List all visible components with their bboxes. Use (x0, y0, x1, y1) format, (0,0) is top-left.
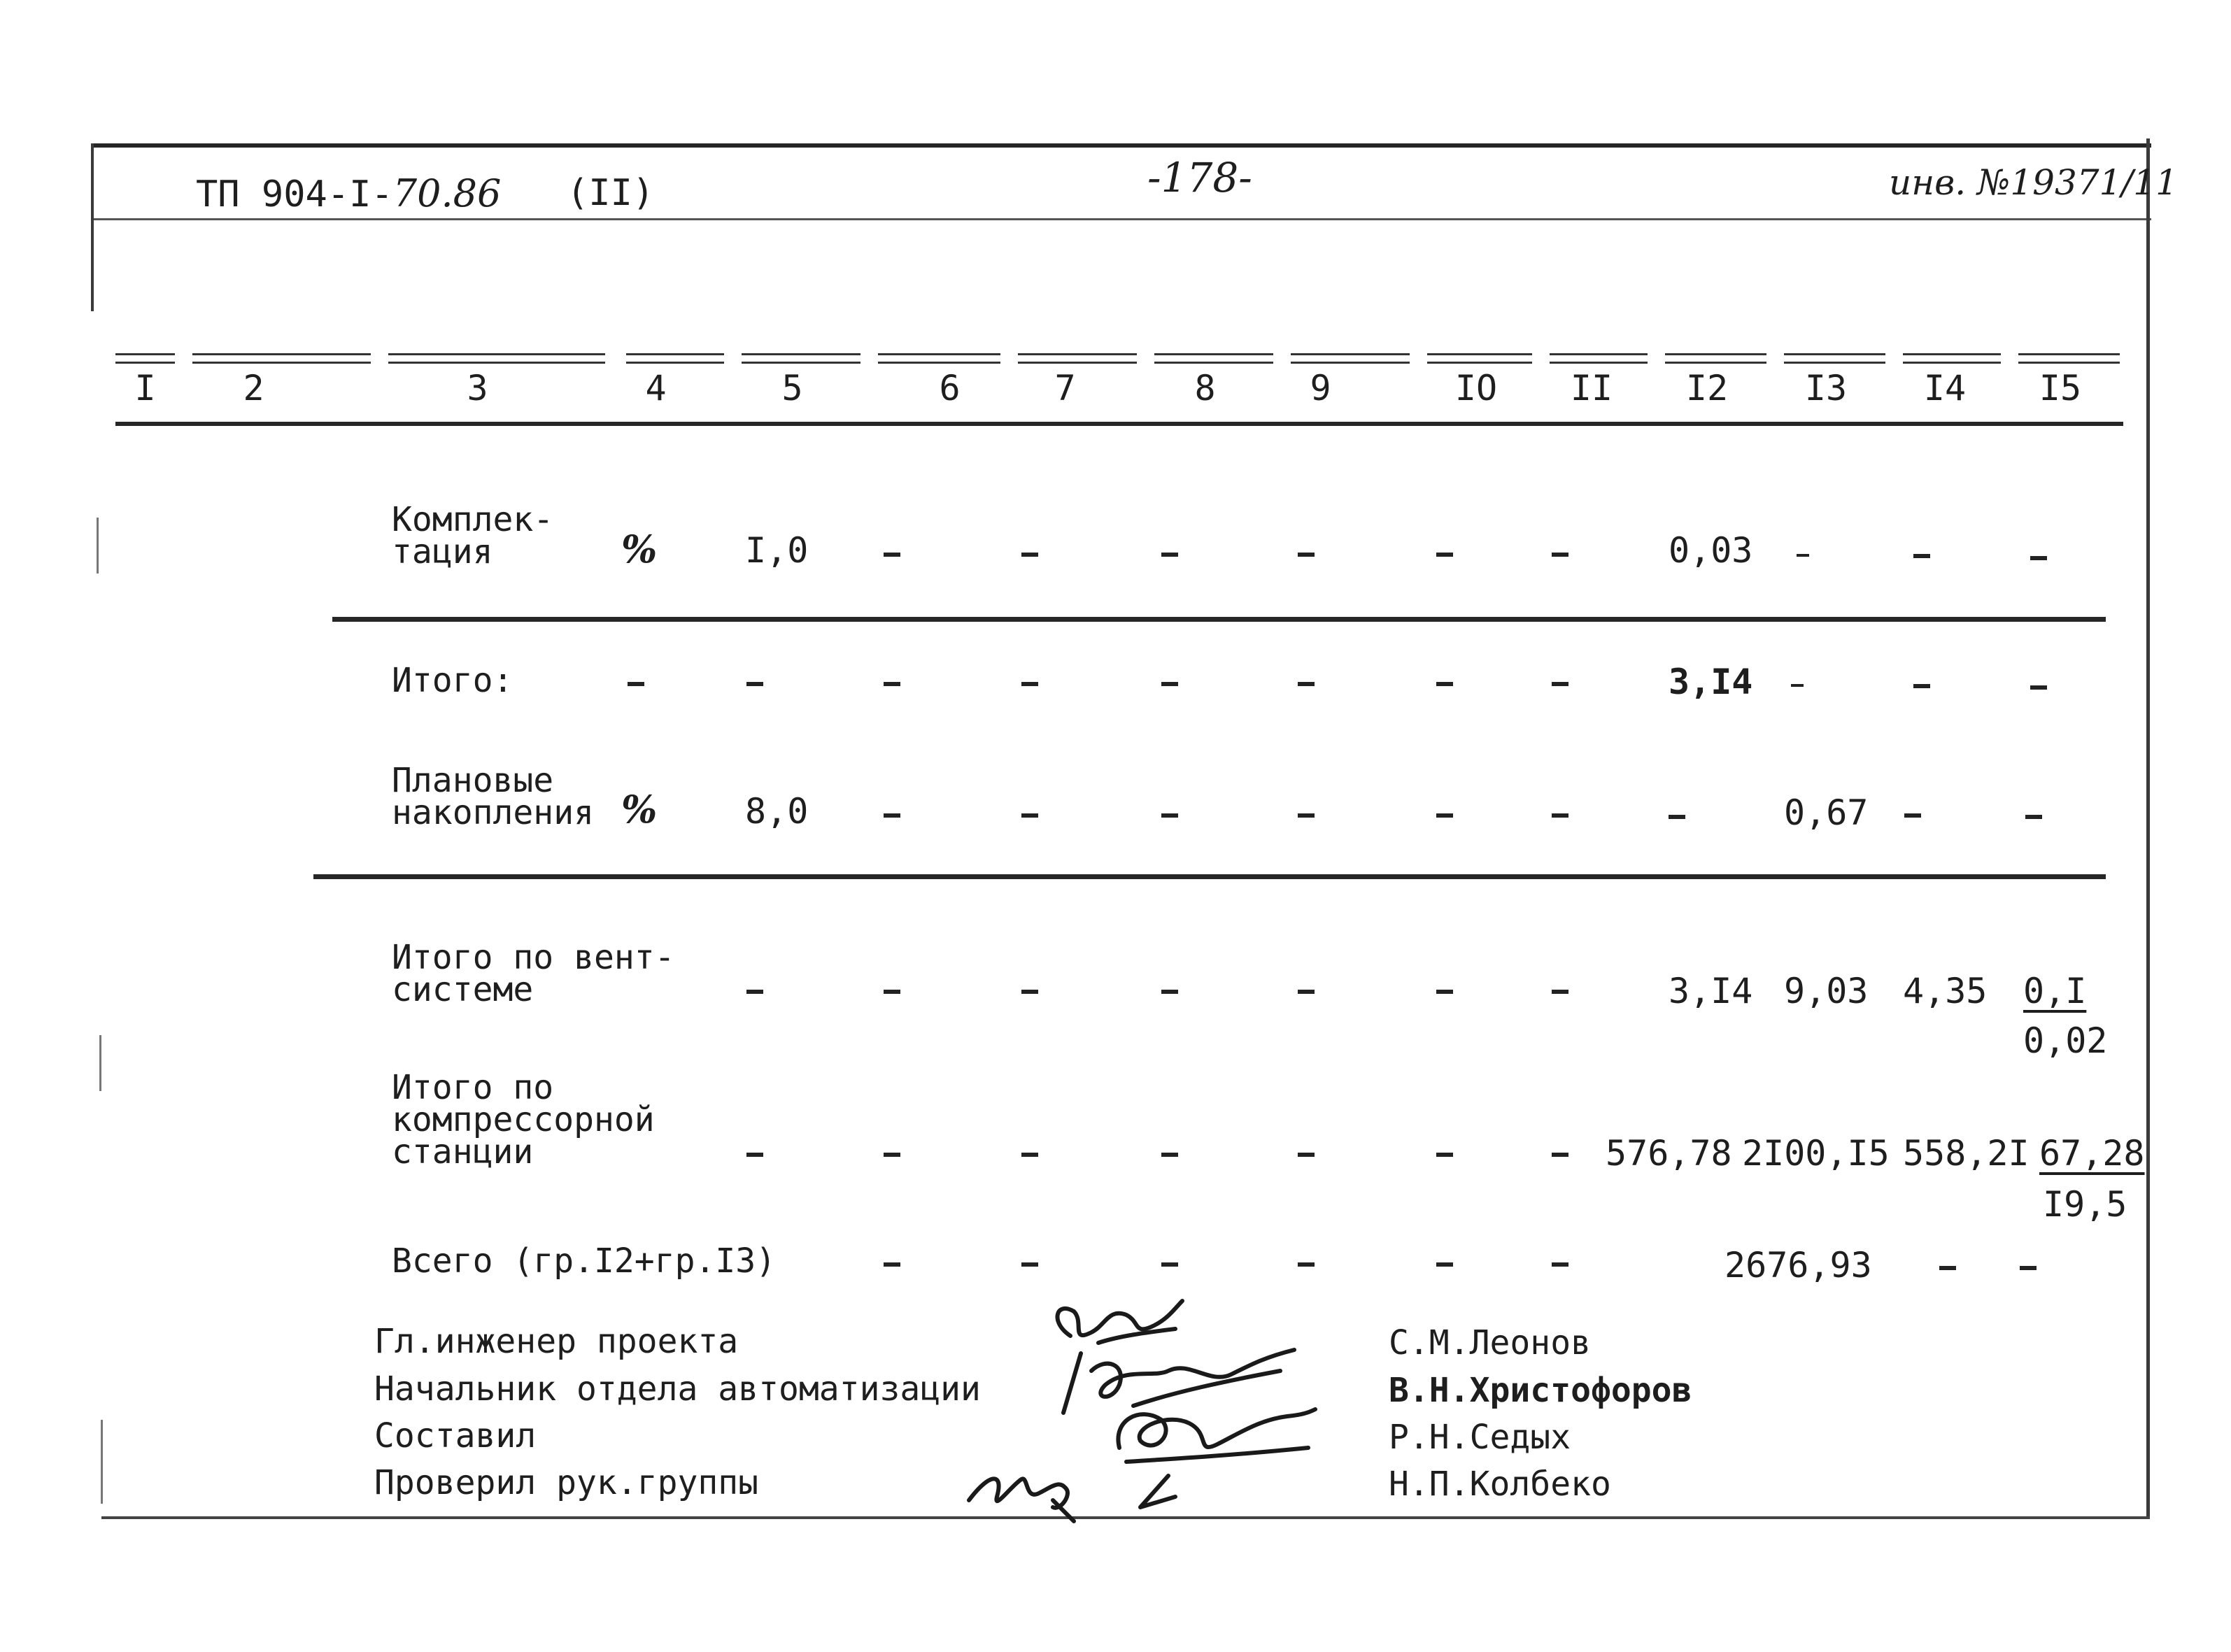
album-number: (II) (567, 172, 655, 214)
col-rule-10 (1427, 353, 1532, 364)
dash-col7 (1021, 990, 1038, 994)
dash-col9 (1298, 553, 1315, 557)
col-number-9: 9 (1310, 368, 1331, 408)
signature-name-sedykh: Р.Н.Седых (1389, 1418, 1571, 1457)
value-col14: 4,35 (1903, 971, 1988, 1011)
page-number: -178- (1147, 154, 1252, 201)
dash-col8 (1161, 990, 1178, 994)
doc-code-printed: ТП 904-I- (196, 173, 393, 215)
dash-col15 (2030, 685, 2047, 690)
row-label-komplektaciya: Комплек- тация (392, 500, 554, 571)
doc-code-handwritten: 70.86 (392, 171, 502, 215)
col-number-6: 6 (939, 368, 961, 408)
dash-col10 (1436, 682, 1453, 686)
dash-col5 (746, 682, 763, 686)
frame-left-tick-2 (99, 1035, 101, 1091)
dash-col10 (1436, 990, 1453, 994)
col-rule-9 (1291, 353, 1410, 364)
dash-col8 (1161, 1262, 1178, 1267)
dash-col6 (884, 1153, 900, 1157)
inventory-stamp (1889, 162, 2178, 203)
dash-col8 (1161, 553, 1178, 557)
col-number-11: II (1570, 368, 1613, 408)
dash-col15 (2020, 1266, 2037, 1270)
col-number-13: I3 (1804, 368, 1848, 408)
signature-role-checked-by: Проверил рук.группы (374, 1463, 759, 1502)
dash-col15 (2025, 815, 2042, 819)
value-col5: 8,0 (745, 791, 809, 832)
inventory-number: №19371/11 (1977, 162, 2178, 203)
frame-left-line (91, 143, 94, 311)
col-rule-12 (1665, 353, 1766, 364)
col-rule-4 (626, 353, 724, 364)
value-col12: 3,I4 (1669, 971, 1753, 1011)
dash-col4 (628, 682, 644, 686)
header-underline (91, 218, 2151, 220)
col-rule-14 (1903, 353, 2001, 364)
col-rule-1 (115, 353, 175, 364)
row-divider (313, 874, 2106, 879)
dash-col14 (1904, 813, 1921, 818)
dash-col9 (1298, 682, 1315, 686)
col-rule-5 (742, 353, 860, 364)
dash-col8 (1161, 1153, 1178, 1157)
value-col15-numerator: 67,28 (2039, 1133, 2145, 1174)
frame-left-tick (97, 518, 99, 574)
dash-col8 (1161, 682, 1178, 686)
value-col12: 0,03 (1669, 530, 1753, 571)
unit-percent: % (621, 527, 658, 571)
value-col13: 2I00,I5 (1742, 1133, 1890, 1174)
signature-name-khristoforov: В.Н.Христофоров (1389, 1371, 1692, 1410)
unit-percent: % (621, 787, 658, 832)
frame-left-tick-3 (101, 1420, 103, 1504)
value-col5: I,0 (745, 530, 809, 571)
dash-col8 (1161, 813, 1178, 818)
value-col15-numerator: 0,I (2023, 971, 2087, 1011)
value-col13: 0,67 (1784, 792, 1869, 833)
inventory-label: инв. (1889, 162, 1967, 203)
row-divider (332, 617, 2106, 622)
dash-col7 (1021, 1262, 1038, 1267)
dash-col15 (2030, 556, 2047, 560)
col-number-4: 4 (645, 368, 667, 408)
dash-col7 (1021, 553, 1038, 557)
dash-col9 (1298, 813, 1315, 818)
dash-col7 (1021, 813, 1038, 818)
dash-col14 (1913, 554, 1930, 558)
col-rule-2 (192, 353, 371, 364)
signature-role-compiled-by: Составил (374, 1416, 537, 1455)
dash-col10 (1436, 1153, 1453, 1157)
col-rule-15 (2018, 353, 2120, 364)
col-number-1: I (134, 368, 156, 408)
row-label-vsego: Всего (гр.I2+гр.I3) (392, 1241, 777, 1281)
col-rule-13 (1784, 353, 1885, 364)
value-col12: 576,78 (1606, 1133, 1732, 1174)
doc-code (196, 171, 502, 215)
row-label-itogo-kompr: Итого по компрессорной станции (392, 1068, 655, 1172)
row-label-itogo-vent: Итого по вент- системе (392, 938, 675, 1009)
signature-role-chief-engineer: Гл.инженер проекта (374, 1322, 739, 1361)
dash-col6 (884, 990, 900, 994)
dash-col9 (1298, 1153, 1315, 1157)
dash-col11 (1552, 1153, 1568, 1157)
signature-name-leonov: С.М.Леонов (1389, 1323, 1591, 1362)
dash-col12 (1669, 815, 1685, 819)
dash-col11 (1552, 990, 1568, 994)
dash-col14 (1939, 1266, 1956, 1270)
col-rule-8 (1154, 353, 1273, 364)
value-col15-denominator: I9,5 (2043, 1184, 2127, 1225)
frame-right-line (2146, 138, 2150, 1516)
dash-col13 (1797, 554, 1809, 557)
col-rule-3 (388, 353, 605, 364)
dash-col10 (1436, 1262, 1453, 1267)
col-rule-6 (878, 353, 1000, 364)
dash-col13 (1791, 684, 1804, 687)
col-number-7: 7 (1054, 368, 1076, 408)
value-col12: 3,I4 (1669, 662, 1753, 702)
dash-col6 (884, 813, 900, 818)
col-number-8: 8 (1194, 368, 1216, 408)
dash-col7 (1021, 1153, 1038, 1157)
col-rule-7 (1018, 353, 1137, 364)
dash-col11 (1552, 813, 1568, 818)
dash-col5 (746, 1153, 763, 1157)
dash-col14 (1913, 684, 1930, 688)
dash-col7 (1021, 682, 1038, 686)
dash-col11 (1552, 1262, 1568, 1267)
row-label-itogo: Итого: (392, 661, 514, 700)
value-col13: 9,03 (1784, 971, 1869, 1011)
col-number-3: 3 (467, 368, 488, 408)
row-label-planovye-nakopleniya: Плановые накопления (392, 761, 594, 832)
value-col15-denominator: 0,02 (2023, 1020, 2108, 1061)
handwritten-signature-4 (962, 1458, 1088, 1528)
col-number-15: I5 (2039, 368, 2082, 408)
col-number-12: I2 (1685, 368, 1729, 408)
dash-col5 (746, 990, 763, 994)
dash-col6 (884, 553, 900, 557)
col-number-14: I4 (1923, 368, 1967, 408)
dash-col6 (884, 682, 900, 686)
dash-col9 (1298, 990, 1315, 994)
dash-col6 (884, 1262, 900, 1267)
dash-col9 (1298, 1262, 1315, 1267)
dash-col11 (1552, 682, 1568, 686)
dash-col10 (1436, 813, 1453, 818)
col-number-2: 2 (243, 368, 264, 408)
dash-col11 (1552, 553, 1568, 557)
col-header-bottom-rule (115, 422, 2123, 426)
frame-top-line (91, 143, 2151, 148)
value-total-gr12-gr13: 2676,93 (1724, 1245, 1872, 1286)
handwritten-signature-3 (1098, 1392, 1322, 1518)
col-number-5: 5 (781, 368, 803, 408)
value-col14: 558,2I (1903, 1133, 2030, 1174)
signature-name-kolbeko: Н.П.Колбеко (1389, 1465, 1611, 1504)
dash-col10 (1436, 553, 1453, 557)
col-rule-11 (1550, 353, 1648, 364)
col-number-10: IO (1454, 368, 1498, 408)
signature-role-head-of-automation: Начальник отдела автоматизации (374, 1369, 981, 1409)
